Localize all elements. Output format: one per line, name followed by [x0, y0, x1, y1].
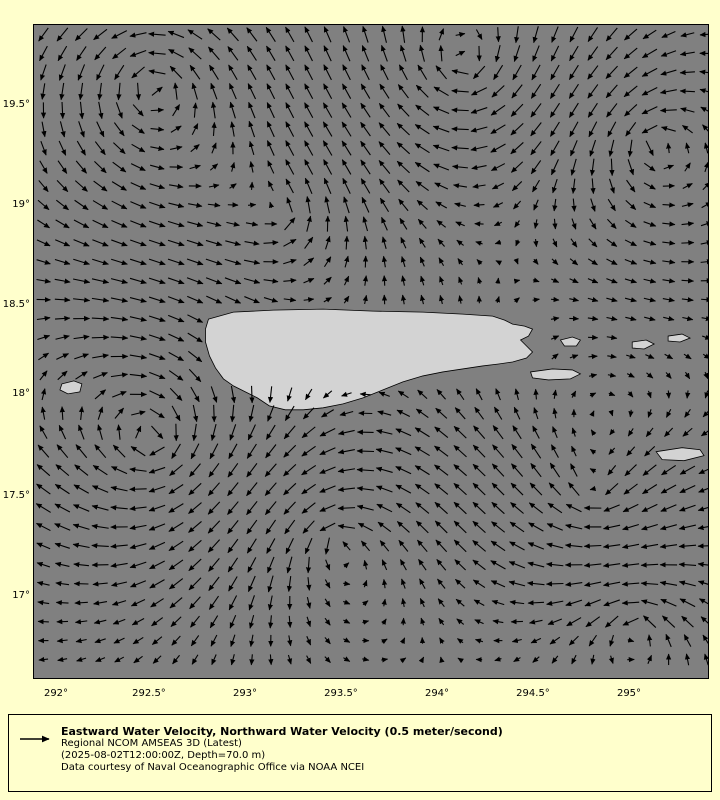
- right-arrow-icon: [19, 733, 57, 745]
- x-tick-label: 294°: [424, 688, 450, 699]
- x-tick-label: 292°: [43, 688, 69, 699]
- current-vector-field: [34, 25, 708, 678]
- y-tick-label: 17°: [12, 590, 30, 601]
- x-tick-label: 293°: [232, 688, 258, 699]
- legend-time-depth-line: (2025-08-02T12:00:00Z, Depth=70.0 m): [61, 750, 266, 761]
- x-tick-label: 294.5°: [516, 688, 550, 699]
- legend-source-line: Regional NCOM AMSEAS 3D (Latest): [61, 738, 242, 749]
- legend-courtesy-line: Data courtesy of Naval Oceanographic Office via NOAA NCEI: [61, 762, 365, 773]
- legend-title: Eastward Water Velocity, Northward Water Velocity (0.5 meter/second): [61, 725, 503, 738]
- y-tick-label: 18.5°: [2, 299, 30, 310]
- legend-panel: [8, 714, 712, 792]
- y-tick-label: 19.5°: [2, 99, 30, 110]
- x-tick-label: 292.5°: [132, 688, 166, 699]
- y-tick-label: 17.5°: [2, 490, 30, 501]
- y-tick-label: 18°: [12, 388, 30, 399]
- ocean-current-plot[interactable]: [33, 24, 709, 679]
- x-tick-label: 295°: [616, 688, 642, 699]
- legend-text-block: [61, 725, 705, 774]
- x-tick-label: 293.5°: [324, 688, 358, 699]
- y-tick-label: 19°: [12, 199, 30, 210]
